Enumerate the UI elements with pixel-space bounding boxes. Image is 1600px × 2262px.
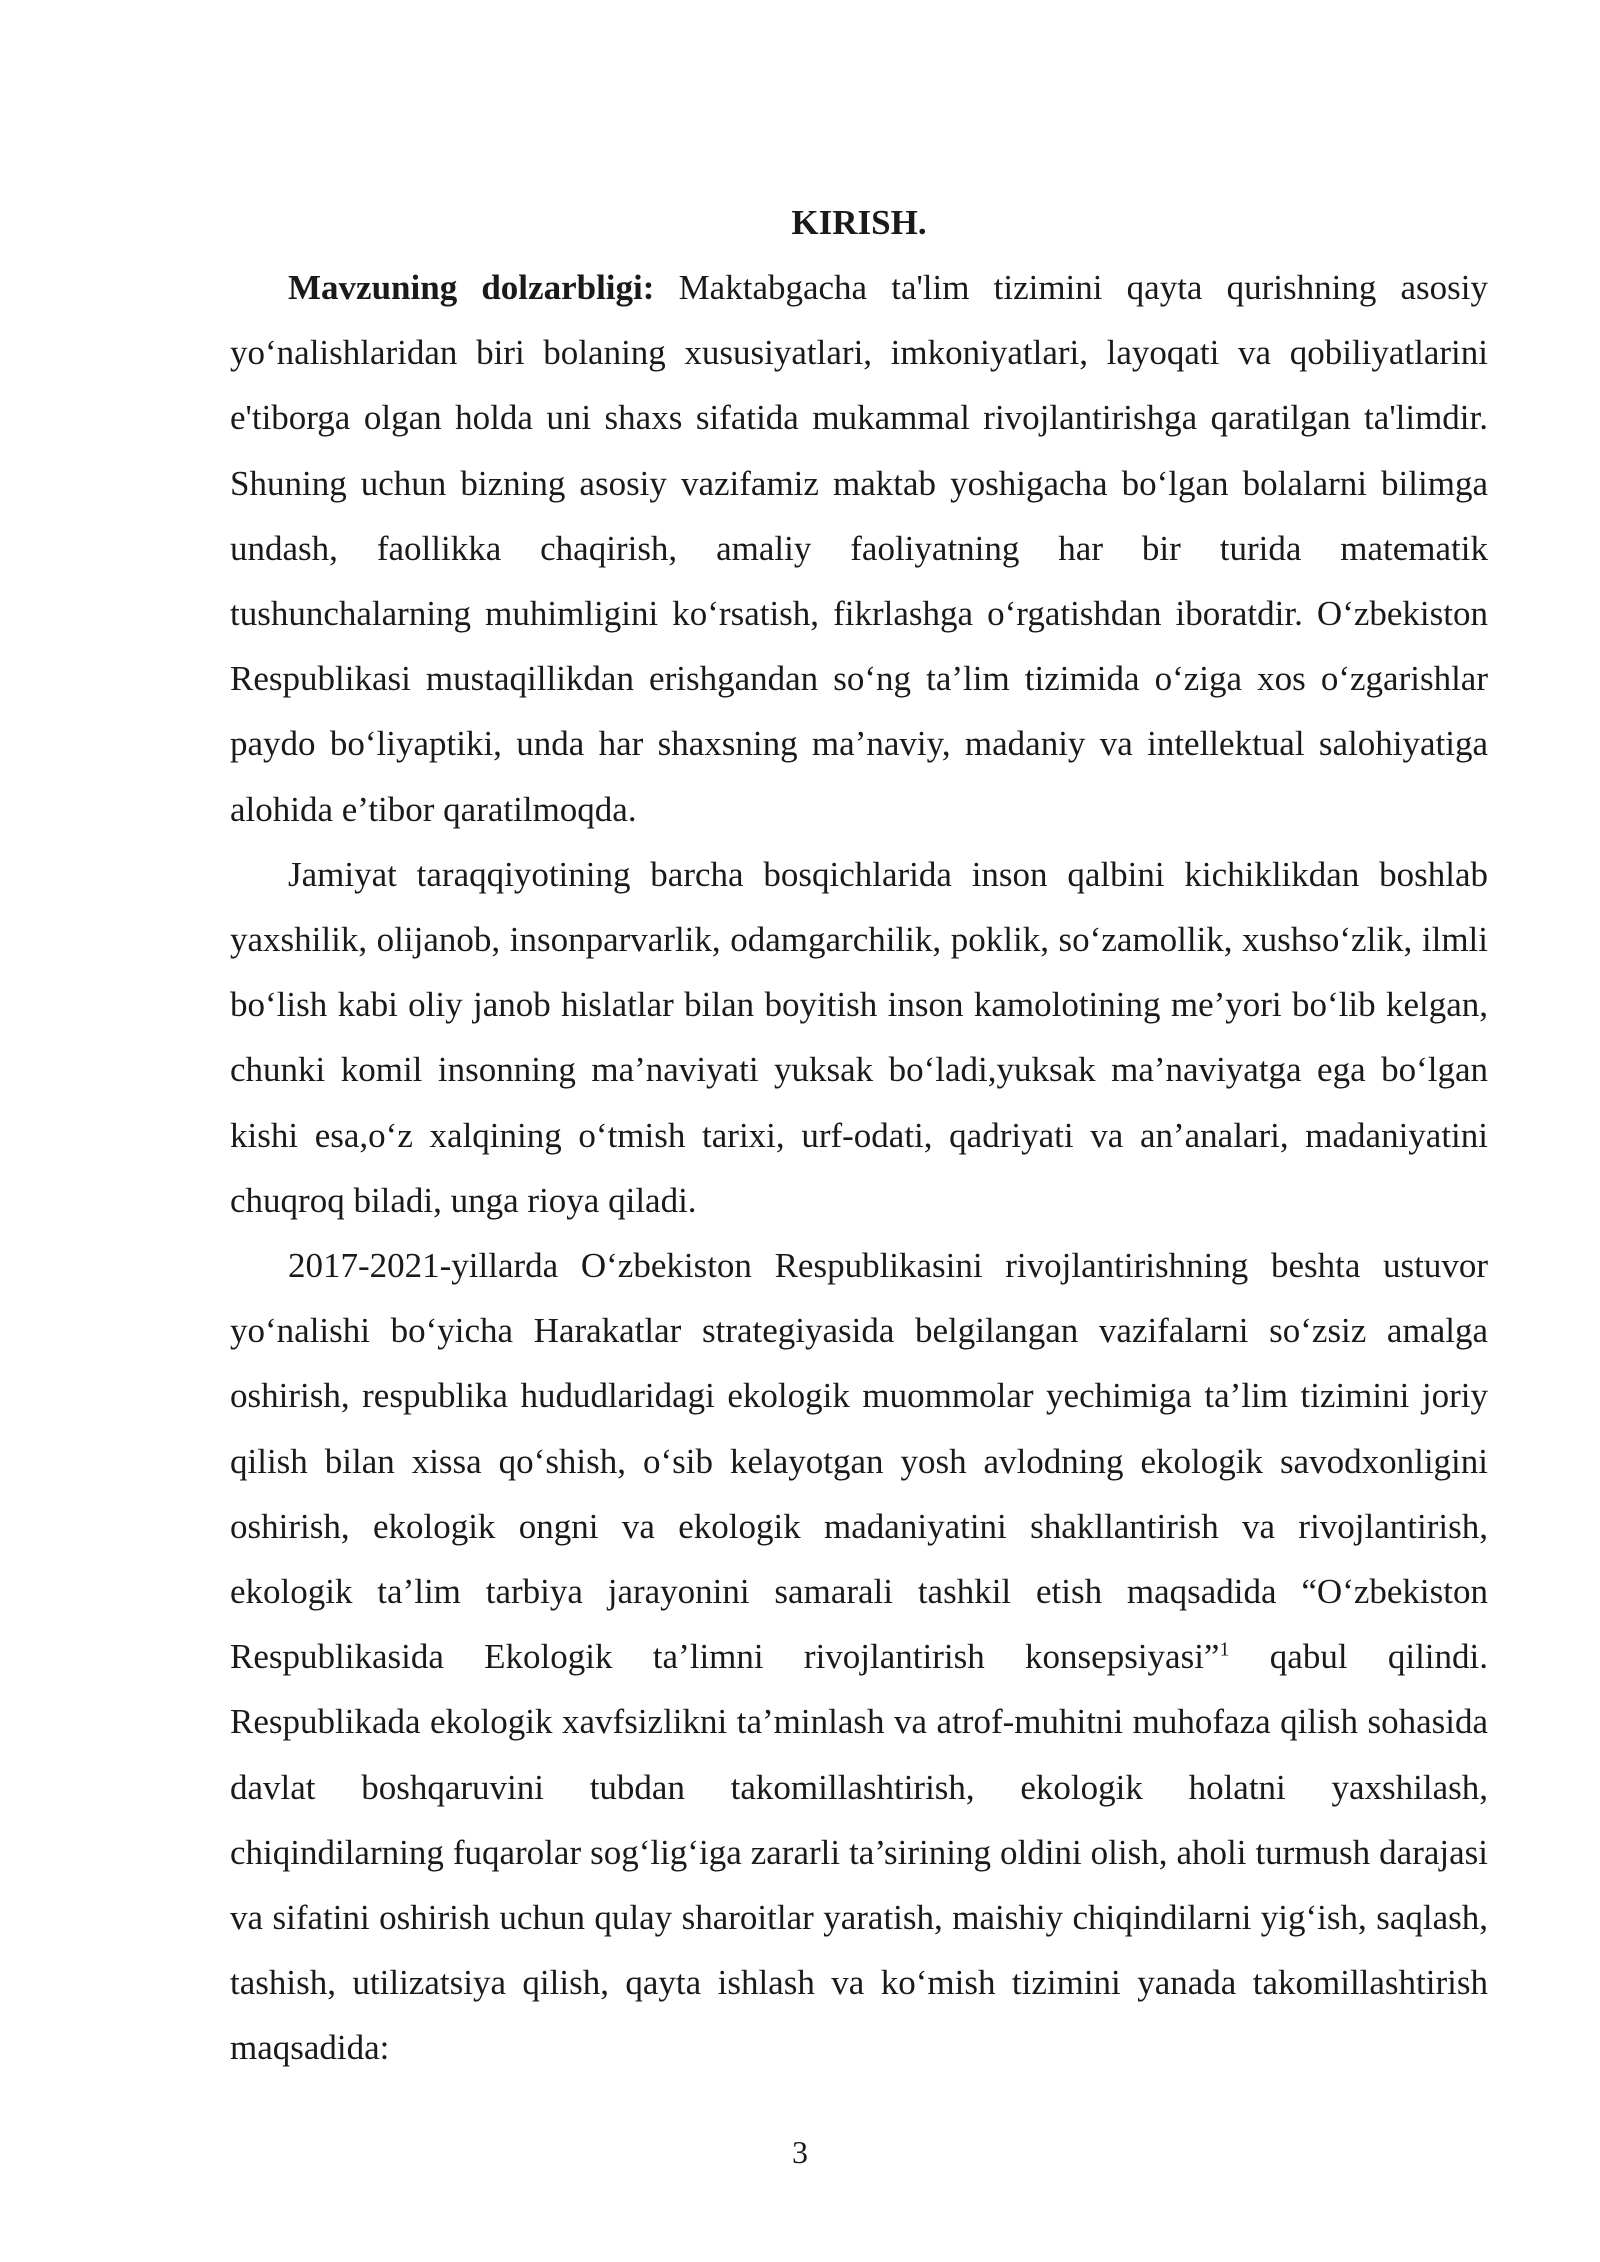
paragraph-text: Jamiyat taraqqiyotining barcha bosqichlarida inson qalbini kichiklikdan boshlab yaxshilik, olijanob, insonparvarlik, odamgarchilik, poklik, so‘zamollik, xushso‘zlik, ilmli bo‘lish kabi oliy janob hislatlar bilan boyitish inson kamolotining me’yori bo‘lib kelgan, chunki komil insonning ma’naviyati yuksak bo‘ladi,yuksak ma’naviyatga ega bo‘lgan kishi esa,o‘z xalqining o‘tmish tarixi, urf-odati, qadriyati va an’analari, madaniyatini chuqroq biladi, unga rioya qiladi. [230, 854, 1488, 1220]
paragraph-text: Maktabgacha ta'lim tizimini qayta qurishning asosiy yo‘nalishlaridan biri bolaning xususiyatlari, imkoniyatlari, layoqati va qobiliyatlarini e'tiborga olgan holda uni shaxs sifatida mukammal rivojlantirishga qaratilgan ta'limdir. Shuning uchun bizning asosiy vazifamiz maktab yoshigacha bo‘lgan bolalarni bilimga undash, faollikka chaqirish, amaliy faoliyatning har bir turida matematik tushunchalarning muhimligini ko‘rsatish, fikrlashga o‘rgatishdan iboratdir. O‘zbekiston Respublikasi mustaqillikdan erishgandan so‘ng ta’lim tizimida o‘ziga xos o‘zgarishlar paydo bo‘liyaptiki, unda har shaxsning ma’naviy, madaniy va intellektual salohiyatiga alohida e’tibor qaratilmoqda. [230, 268, 1488, 829]
paragraph-strategy [230, 1233, 1488, 2081]
page-body [230, 190, 1488, 2081]
footnote-reference[interactable]: 1 [1219, 1638, 1230, 1661]
paragraph-relevance [230, 255, 1488, 842]
paragraph-society [230, 842, 1488, 1233]
page-number: 3 [792, 2134, 808, 2170]
section-title: KIRISH. [791, 203, 927, 242]
paragraph-text: 2017-2021-yillarda O‘zbekiston Respublikasini rivojlantirishning beshta ustuvor yo‘nalishi bo‘yicha Harakatlar strategiyasida belgilangan vazifalarni so‘zsiz amalga oshirish, respublika hududlaridagi ekologik muommolar yechimiga ta’lim tizimini joriy qilish bilan xissa qo‘shish, o‘sib kelayotgan yosh avlodning ekologik savodxonligini oshirish, ekologik ongni va ekologik madaniyatini shakllantirish va rivojlantirish, ekologik ta’lim tarbiya jarayonini samarali tashkil etish maqsadida “O‘zbekiston Respublikasida Ekologik ta’limni rivojlantirish konsepsiyasi” [230, 1246, 1488, 1677]
paragraph-lead: Mavzuning dolzarbligi: [288, 268, 655, 307]
paragraph-text: qabul qilindi. Respublikada ekologik xavfsizlikni ta’minlash va atrof-muhitni muhofaza qilish sohasida davlat boshqaruvini tubdan takomillashtirish, ekologik holatni yaxshilash, chiqindilarning fuqarolar sog‘lig‘iga zararli ta’sirining oldini olish, aholi turmush darajasi va sifatini oshirish uchun qulay sharoitlar yaratish, maishiy chiqindilarni yig‘ish, saqlash, tashish, utilizatsiya qilish, qayta ishlash va ko‘mish tizimini yanada takomillashtirish maqsadida: [230, 1637, 1488, 2068]
